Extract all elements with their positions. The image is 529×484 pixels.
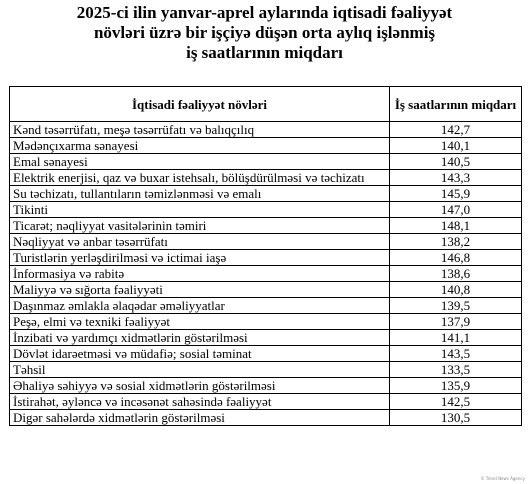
activity-name-cell: Mədənçıxarma sənayesi [10,138,390,154]
activity-name-cell: Maliyyə və sığorta fəaliyyəti [10,282,390,298]
table-row [10,394,522,410]
hours-value-cell: 143,5 [390,346,522,362]
activity-name-cell: Əhaliyə səhiyyə və sosial xidmətlərin göstərilməsi [10,378,390,394]
watermark-text: © Trend News Agency [480,476,525,481]
table-row [10,330,522,346]
activity-name-cell: Dövlət idarəetməsi və müdafiə; sosial təminat [10,346,390,362]
hours-value-cell: 142,7 [390,122,522,138]
table-row [10,138,522,154]
hours-value-cell: 138,2 [390,234,522,250]
activity-name-cell: Təhsil [10,362,390,378]
activity-name-cell: Elektrik enerjisi, qaz və buxar istehsalı, bölüşdürülməsi və təchizatı [10,170,390,186]
activity-name-cell: Peşə, elmi və texniki fəaliyyət [10,314,390,330]
table-row [10,378,522,394]
hours-value-cell: 141,1 [390,330,522,346]
hours-value-cell: 140,5 [390,154,522,170]
table-row [10,122,522,138]
hours-value-cell: 133,5 [390,362,522,378]
column-header-activity: İqtisadi fəaliyyət növləri [10,87,390,122]
hours-value-cell: 140,8 [390,282,522,298]
title-line-3: iş saatlarının miqdarı [186,43,343,62]
activity-name-cell: Turistlərin yerləşdirilməsi və ictimai iaşə [10,250,390,266]
hours-value-cell: 130,5 [390,410,522,426]
hours-value-cell: 147,0 [390,202,522,218]
title-line-1: 2025-ci ilin yanvar-aprel aylarında iqtisadi fəaliyyət [76,3,453,22]
activity-name-cell: Emal sənayesi [10,154,390,170]
table-row [10,362,522,378]
table-header-row [10,87,522,122]
hours-value-cell: 137,9 [390,314,522,330]
activity-hours-table [9,86,522,426]
hours-value-cell: 145,9 [390,186,522,202]
hours-value-cell: 146,8 [390,250,522,266]
table-row [10,218,522,234]
table-body [10,122,522,426]
table-row [10,202,522,218]
activity-name-cell: Digər sahələrdə xidmətlərin göstərilməsi [10,410,390,426]
table-row [10,282,522,298]
activity-name-cell: İstirahət, əyləncə və incəsənət sahəsində fəaliyyət [10,394,390,410]
activity-name-cell: Su təchizatı, tullantıların təmizlənməsi və emalı [10,186,390,202]
activity-name-cell: Nəqliyyat və anbar təsərrüfatı [10,234,390,250]
hours-value-cell: 140,1 [390,138,522,154]
activity-name-cell: İnformasiya və rabitə [10,266,390,282]
hours-value-cell: 138,6 [390,266,522,282]
table-row [10,186,522,202]
hours-value-cell: 135,9 [390,378,522,394]
page-title [0,3,529,63]
table-row [10,314,522,330]
hours-value-cell: 143,3 [390,170,522,186]
activity-name-cell: Tikinti [10,202,390,218]
column-header-hours: İş saatlarının miqdarı [390,87,522,122]
hours-value-cell: 148,1 [390,218,522,234]
table-row [10,250,522,266]
hours-value-cell: 142,5 [390,394,522,410]
activity-name-cell: Daşınmaz əmlakla əlaqədar əməliyyatlar [10,298,390,314]
table-row [10,298,522,314]
table-row [10,170,522,186]
activity-name-cell: İnzibati və yardımçı xidmətlərin göstərilməsi [10,330,390,346]
activity-name-cell: Kənd təsərrüfatı, meşə təsərrüfatı və balıqçılıq [10,122,390,138]
hours-value-cell: 139,5 [390,298,522,314]
title-line-2: növləri üzrə bir işçiyə düşən orta aylıq işlənmiş [93,23,436,42]
activity-name-cell: Ticarət; nəqliyyat vasitələrinin təmiri [10,218,390,234]
table-row [10,266,522,282]
table-row [10,234,522,250]
table-row [10,410,522,426]
table-row [10,154,522,170]
table-row [10,346,522,362]
